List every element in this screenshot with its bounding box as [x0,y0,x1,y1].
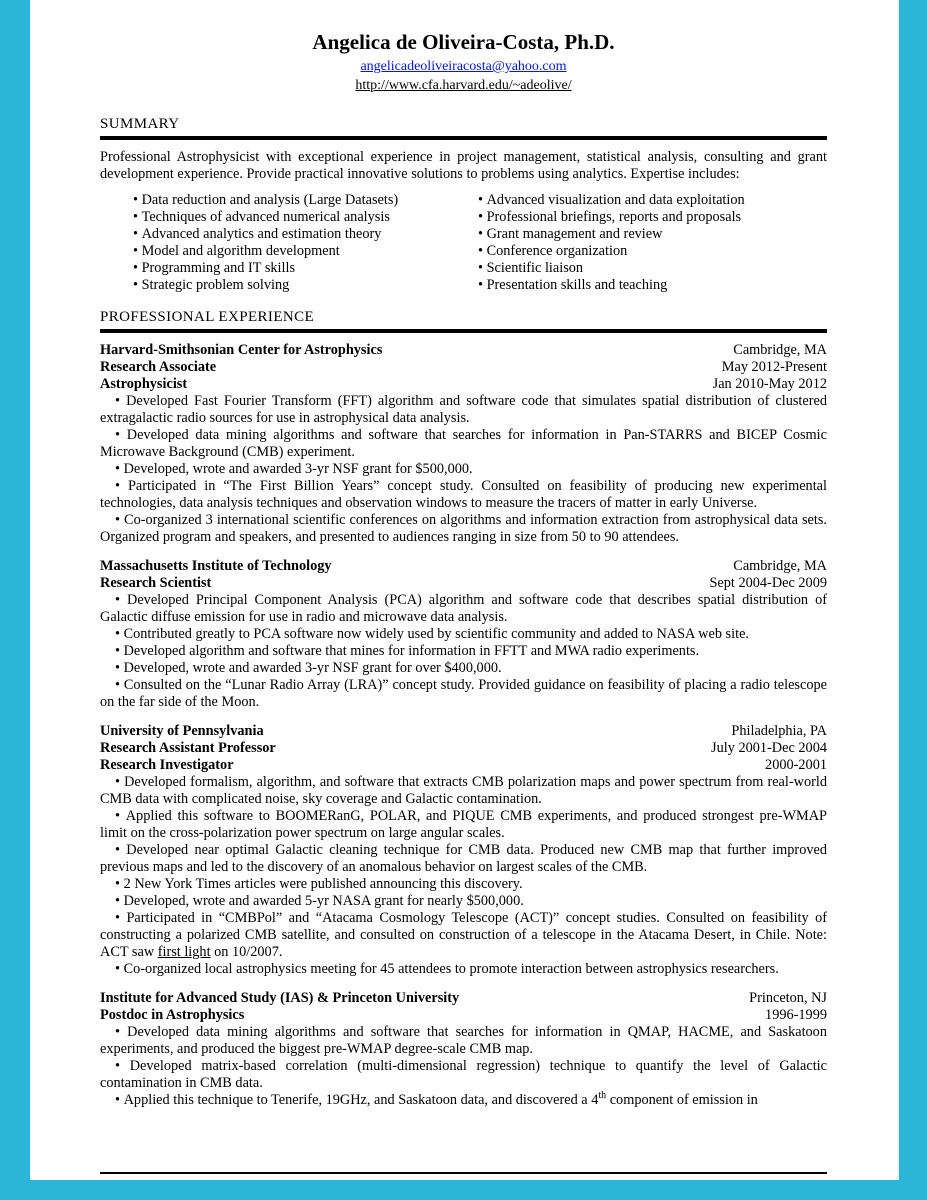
job-bullet: • Developed, wrote and awarded 3-yr NSF grant for over $400,000. [100,660,827,677]
job-roles [100,1007,827,1024]
footer-rule [100,1172,827,1174]
job-role-row [100,1007,827,1024]
skill-item: • Model and algorithm development [133,243,478,260]
job-bullet: • Developed algorithm and software that mines for information in FFTT and MWA radio experiments. [100,643,827,660]
skill-item: • Advanced visualization and data exploitation [478,192,745,209]
job-dates: May 2012-Present [721,359,827,375]
skill-item: • Scientific liaison [478,260,745,277]
job-location: Princeton, NJ [749,990,827,1006]
job-title: Postdoc in Astrophysics [100,1007,245,1023]
skill-item: • Professional briefings, reports and proposals [478,209,745,226]
job-bullet-list [100,592,827,711]
job-bullet: • Developed near optimal Galactic cleaning technique for CMB data. Produced new CMB map that further improved previous maps and led to the discovery of an anomalous behavior on largest scales of the CMB. [100,842,827,876]
job-dates: Jan 2010-May 2012 [712,376,827,392]
resume-page [30,0,899,1109]
job-bullet: • 2 New York Times articles were published announcing this discovery. [100,876,827,893]
job-bullet: • Developed data mining algorithms and software that searches for information in QMAP, HACME, and Saskatoon experiments, and produced the biggest pre-WMAP degree-scale CMB map. [100,1024,827,1058]
experience-heading: PROFESSIONAL EXPERIENCE [100,309,315,325]
summary-section [100,116,827,294]
job-bullet: • Developed Principal Component Analysis (PCA) algorithm and software code that describes spatial distribution of Galactic diffuse emission for use in radio and microwave data analysis. [100,592,827,626]
skill-item: • Data reduction and analysis (Large Datasets) [133,192,478,209]
job-header-row [100,342,827,359]
person-name: Angelica de Oliveira-Costa, Ph.D. [312,30,615,54]
job-bullet: • Co-organized 3 international scientific conferences on algorithms and information extraction from astrophysical data sets. Organized program and speakers, and presented to audiences ranging in size from 50 to 90 attendees. [100,512,827,546]
skill-item: • Conference organization [478,243,745,260]
job-bullet: • Developed, wrote and awarded 3-yr NSF grant for $500,000. [100,461,827,478]
job-role-row [100,376,827,393]
resume-header [100,30,827,94]
job-location: Cambridge, MA [733,342,827,358]
summary-rule [100,136,827,140]
job-employer: Massachusetts Institute of Technology [100,558,332,574]
job-bullet-list [100,1024,827,1109]
skill-item: • Advanced analytics and estimation theory [133,226,478,243]
job-roles [100,575,827,592]
experience-rule [100,329,827,333]
job-dates: 2000-2001 [765,757,827,773]
job-title: Research Associate [100,359,217,375]
experience-section [100,309,827,1109]
jobs-container [100,342,827,1109]
job-employer: Institute for Advanced Study (IAS) & Princeton University [100,990,460,1006]
job-entry [100,558,827,711]
job-bullet: • Consulted on the “Lunar Radio Array (LRA)” concept study. Provided guidance on feasibility of placing a radio telescope on the far side of the Moon. [100,677,827,711]
job-bullet: • Developed data mining algorithms and software that searches for information in Pan-STARRS and BICEP Cosmic Microwave Background (CMB) experiment. [100,427,827,461]
summary-intro: Professional Astrophysicist with exceptional experience in project management, statistical analysis, consulting and grant development experience. Provide practical innovative solutions to problems using analytics. Expertise includes: [100,149,827,182]
job-roles [100,359,827,393]
job-title: Research Scientist [100,575,212,591]
job-bullet: • Developed, wrote and awarded 5-yr NASA grant for nearly $500,000. [100,893,827,910]
job-role-row [100,740,827,757]
job-roles [100,740,827,774]
job-bullet: • Developed formalism, algorithm, and software that extracts CMB polarization maps and power spectrum from real-world CMB data with complicated noise, sky coverage and Galactic contamination. [100,774,827,808]
job-entry [100,342,827,546]
skills-list-left [133,192,478,294]
job-location: Cambridge, MA [733,558,827,574]
website-link[interactable]: http://www.cfa.harvard.edu/~adeolive/ [355,78,572,93]
job-role-row [100,575,827,592]
job-dates: Sept 2004-Dec 2009 [709,575,827,591]
job-bullet-list [100,393,827,546]
job-bullet: • Participated in “CMBPol” and “Atacama Cosmology Telescope (ACT)” concept studies. Consulted on feasibility of constructing a polarized CMB satellite, and consulted on construction of a telescope in the Atacama Desert, in Chile. Note: ACT saw first light on 10/2007. [100,910,827,961]
email-link[interactable]: angelicadeoliveiracosta@yahoo.com [360,59,567,74]
job-bullet: • Co-organized local astrophysics meeting for 45 attendees to promote interaction between astrophysics researchers. [100,961,827,978]
job-bullet: • Applied this technique to Tenerife, 19GHz, and Saskatoon data, and discovered a 4th component of emission in [100,1092,827,1109]
job-bullet: • Developed Fast Fourier Transform (FFT) algorithm and software code that simulates spatial distribution of clustered extragalactic radio sources for use in astrophysical data analysis. [100,393,827,427]
job-bullet: • Developed matrix-based correlation (multi-dimensional regression) technique to quantify the level of Galactic contamination in CMB data. [100,1058,827,1092]
job-bullet: • Participated in “The First Billion Years” concept study. Consulted on feasibility of producing new experimental technologies, data analysis techniques and observation windows to measure the tracers of matter in early Universe. [100,478,827,512]
job-entry [100,723,827,978]
job-title: Astrophysicist [100,376,188,392]
job-dates: 1996-1999 [765,1007,827,1023]
job-bullet: • Applied this software to BOOMERanG, POLAR, and PIQUE CMB experiments, and produced strongest pre-WMAP limit on the cross-polarization power spectrum on large angular scales. [100,808,827,842]
job-employer: University of Pennsylvania [100,723,264,739]
skills-list-right [478,192,745,294]
summary-heading: SUMMARY [100,116,180,132]
skill-item: • Grant management and review [478,226,745,243]
job-bullet-list [100,774,827,978]
job-header-row [100,558,827,575]
skill-item: • Programming and IT skills [133,260,478,277]
skill-item: • Techniques of advanced numerical analysis [133,209,478,226]
job-title: Research Investigator [100,757,234,773]
job-entry [100,990,827,1109]
job-bullet: • Contributed greatly to PCA software now widely used by scientific community and added to NASA web site. [100,626,827,643]
skills-columns [100,192,827,294]
skill-item: • Strategic problem solving [133,277,478,294]
job-title: Research Assistant Professor [100,740,276,756]
job-employer: Harvard-Smithsonian Center for Astrophysics [100,342,383,358]
skill-item: • Presentation skills and teaching [478,277,745,294]
job-role-row [100,757,827,774]
job-dates: July 2001-Dec 2004 [711,740,827,756]
job-location: Philadelphia, PA [731,723,827,739]
job-header-row [100,723,827,740]
job-header-row [100,990,827,1007]
job-role-row [100,359,827,376]
